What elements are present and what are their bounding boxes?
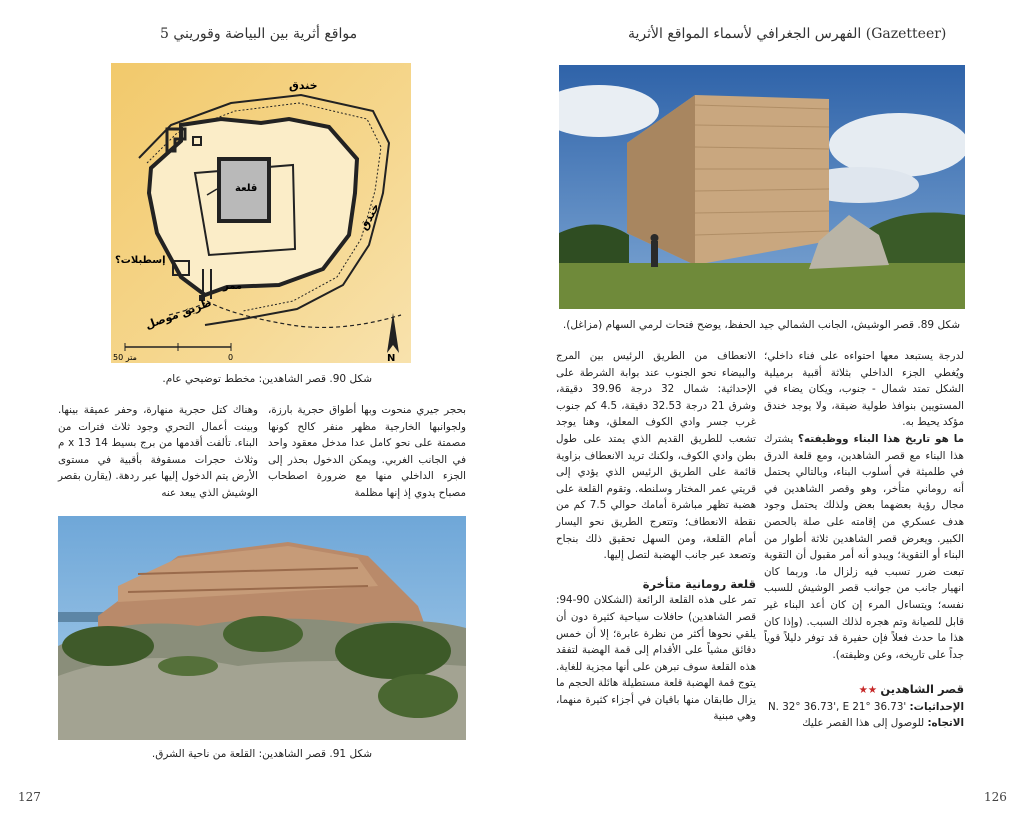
right-page-col-right	[764, 348, 964, 732]
left-page-header: 5 مواقع أثرية بين البياضة وقوريني	[160, 26, 358, 42]
label-passage: ممر	[223, 281, 243, 292]
para-intro: لدرجة يستبعد معها احتواءه على فناء داخلي؛ ويُغطي الجزء الداخلي بثلاثة أقبية برميلية الشكل تمتد شمال - جنوب، ويكان يضاء في المستويين بنوافذ طولية ضيقة، ولا يوجد خندق مؤكد يحيط به.	[764, 350, 964, 429]
site-title: قصر الشاهدين	[880, 682, 964, 697]
label-ditch-right: خندق	[357, 201, 383, 233]
right-page-number: 126	[984, 790, 1007, 804]
scale-zero: 0	[228, 353, 234, 362]
rating-stars-icon: ★★	[858, 684, 878, 697]
question-heading: ما هو تاريخ هذا البناء ووظيفته؟	[798, 432, 965, 445]
fig89-caption: شكل 89. قصر الوشيش، الجانب الشمالي جيد الحفظ، يوضح فتحات لرمي السهام (مزاغل).	[562, 319, 960, 331]
label-path: طريق موصل	[143, 295, 214, 332]
fig90-caption: شكل 90. قصر الشاهدين: مخطط توضيحي عام.	[162, 373, 372, 385]
left-page-col-left: وهناك كتل حجرية منهارة، وحفر عميقة بينها. وبينت أعمال التحري وجود ثلاث فترات من البناء. تألفت أقدمها من برج بسيط 14 x 13 م وثلاث حجرات مسقوفة بأقبية في مستوى الأرض يتم الدخول إليها عبر ردهة. (يقارن بقصر الوشيش الذي يبعد عنه	[58, 404, 258, 499]
label-ditch-top: خندق	[289, 79, 318, 92]
scale-label: 50 متر	[113, 353, 137, 362]
site-plan-map	[111, 63, 411, 363]
para-fortress: تمر على هذه القلعة الرائعة (الشكلان 90-94: قصر الشاهدين) حافلات سياحية كثيرة دون أن يلقي نحوها أكثر من نظرة عابرة؛ إلا أن خمس دقائق مشياً على الأقدام إلى قمة الهضبة لتفقد هذه القلعة سوف تبرهن على أنها مجزية للغاية. يتوج قمة الهضبة قلعة مستطيلة هائلة الحجم ما يزال طابقان منها باقيان في أجزاء كثيرة منهما، وهي مبنية	[556, 594, 756, 723]
right-page-header: الفهرس الجغرافي لأسماء المواقع الأثرية (Gazetteer)	[628, 26, 947, 42]
para-history: يشترك هذا البناء مع قصر الشاهدين، ومع قلعة الدرق في طلميثة في أسلوب البناء، وبالتالي يحتمل أنه روماني متأخر، وهو وقصر الشاهدين في مجال رؤية بعضهما بعض ولذلك يحتمل وجود هدف عسكري من إقامته على صلة بالحصن الكبير. ويعرض قصر الشاهدين ثلاثة أطوار من البناء أو التقوية؛ ويبدو أنه أمر مقبول أن التقوية تبعت ضرر تسبب فيه زلزال ما. وربما كان انهيار جانب من جوانب قصر الوشيش للسبب نفسه؛ ويتساءل المرء إن كان أعد البناء غير قابل للصيانة وتم هجره لذلك السبب. (وإذا كان هذا ما حدث فعلاً فإن حفيرة قد توفر دليلاً قوياً جداً على تاريخه، وعن وظيفته).	[764, 432, 964, 661]
label-stables: إسطبلات؟	[115, 255, 166, 266]
direction-label: الاتجاه:	[927, 717, 964, 730]
person	[651, 241, 658, 267]
right-page-col-left	[556, 348, 756, 725]
left-page-col-right: بحجر جيري منحوت وبها أطواق حجرية بارزة، ولجوانبها الخارجية مظهر منفر كالح كونها مصمتة على نحو كامل عدا مدخل معقود واحد في الجانب الغربي. ويمكن الدخول بحذر إلى الجزء الداخلي منها مع ضرورة اصطحاب مصباح يدوي إذ إنها مظلمة	[268, 404, 466, 499]
north-label: N	[387, 353, 396, 363]
shrub	[62, 626, 154, 666]
coords-value: N. 32° 36.73', E 21° 36.73'	[767, 700, 907, 713]
sub-heading: قلعة رومانية متأخرة	[642, 576, 756, 591]
fig91-photo	[58, 516, 466, 740]
direction-text: للوصول إلى هذا القصر عليك	[802, 717, 925, 730]
coords-label: الإحداثيات:	[909, 700, 964, 713]
fig91-caption: شكل 91. قصر الشاهدين: القلعة من ناحية الشرق.	[151, 748, 372, 760]
fig89-photo	[559, 65, 965, 309]
label-keep: قلعة	[235, 183, 258, 194]
left-page-number: 127	[18, 790, 41, 804]
para-route: الانعطاف من الطريق الرئيس بين المرج والبيضاء نحو الجنوب عند بوابة الشرطة على الإحداثية: شمال 32 درجة 39.96 دقيقة، وشرق 21 درجة 32.53 دقيقة، 4.5 كم جنوب غرب جسر وادي الكوف المعلق، وهنا يوجد تشعب للطريق القديم الذي يمتد على طول بطن وادي الكوف، ولكنك تريد الانعطاف بزاوية قائمة على الطريق الرئيس الذي يؤدي إلى قريتي عمر المختار وسلنطه. وتقوم القلعة على هضبة تظهر مباشرة أمامك حوالي 7.5 كم من نقطة الانعطاف؛ وتتعرج الطريق نحو اليسار أمام القلعة، ومن السهل تحقيق ذلك بنجاح وتصعد عبر جانب الهضبة لتصل إليها.	[556, 350, 757, 562]
